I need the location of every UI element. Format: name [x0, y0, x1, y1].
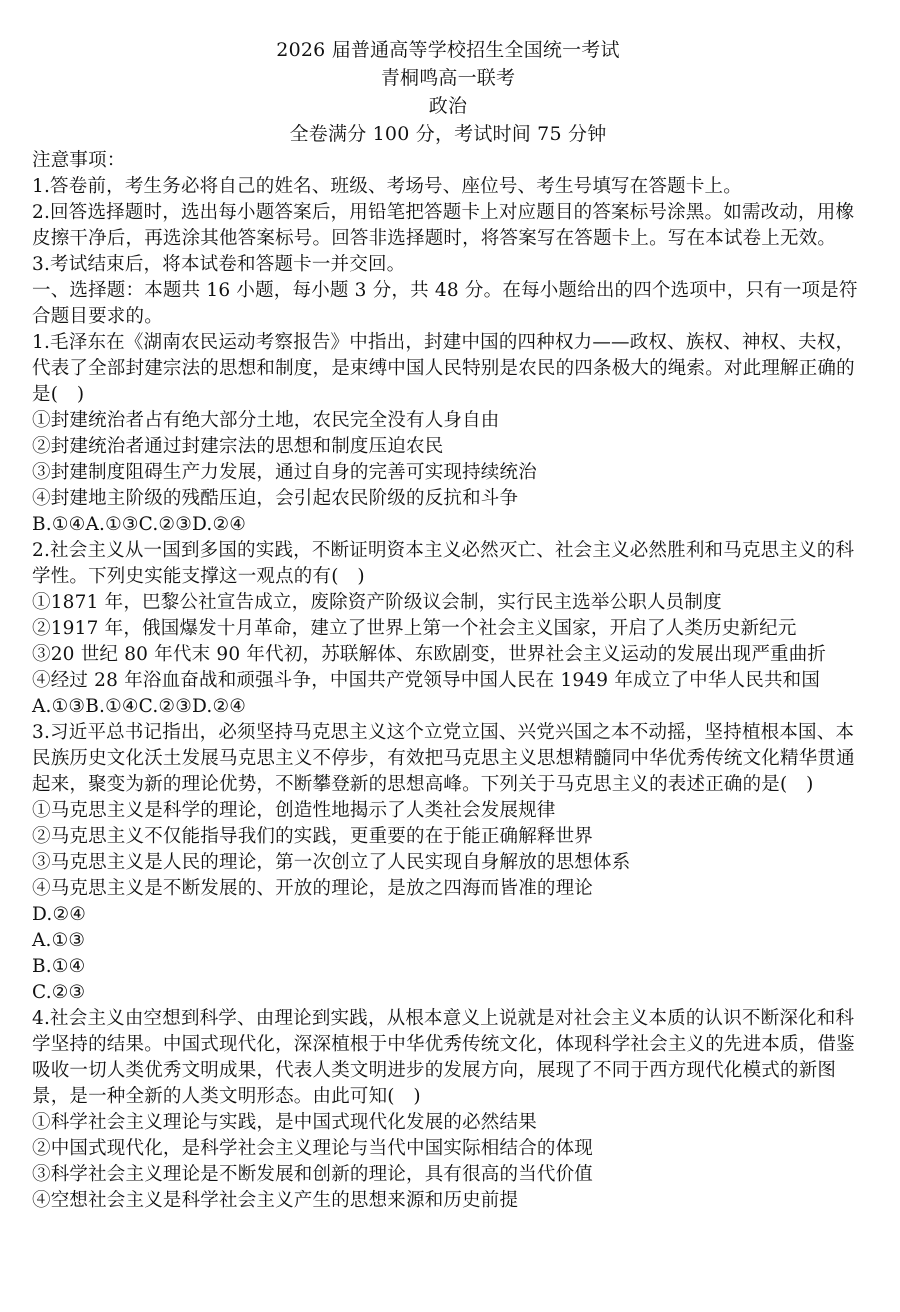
exam-subject: 政治: [428, 95, 468, 117]
answer-choice: C.②③: [32, 982, 86, 1003]
answer-choice: B.①④: [32, 956, 86, 977]
question-stem: 1.毛泽东在《湖南农民运动考察报告》中指出，封建中国的四种权力——政权、族权、神权、夫权，代表了全部封建宗法的思想和制度，是束缚中国人民特别是农民的四条极大的绳索。对此理解正确的是( ): [32, 332, 855, 405]
statement: ④封建地主阶级的残酷压迫，会引起农民阶级的反抗和斗争: [32, 488, 519, 509]
answer-choice: A.①③: [32, 930, 86, 951]
notice-item: 1.答卷前，考生务必将自己的姓名、班级、考场号、座位号、考生号填写在答题卡上。: [32, 176, 742, 197]
statement: ②封建统治者通过封建宗法的思想和制度压迫农民: [32, 436, 444, 457]
statement: ④经过 28 年浴血奋战和顽强斗争，中国共产党领导中国人民在 1949 年成立了中华人民共和国: [32, 670, 821, 691]
question-4: [32, 1006, 864, 1214]
statement: ①马克思主义是科学的理论，创造性地揭示了人类社会发展规律: [32, 800, 556, 821]
notice-item: 3.考试结束后，将本试卷和答题卡一并交回。: [32, 254, 406, 275]
statement: ②中国式现代化，是科学社会主义理论与当代中国实际相结合的体现: [32, 1138, 594, 1159]
notice-title: 注意事项：: [32, 150, 126, 171]
statement: ③马克思主义是人民的理论，第一次创立了人民实现自身解放的思想体系: [32, 852, 631, 873]
statement: ③封建制度阻碍生产力发展，通过自身的完善可实现持续统治: [32, 462, 537, 483]
question-stem: 4.社会主义由空想到科学、由理论到实践，从根本意义上说就是对社会主义本质的认识不断深化和科学坚持的结果。中国式现代化，深深植根于中华优秀传统文化，体现科学社会主义的先进本质，借鉴吸收一切人类优秀文明成果，代表人类文明进步的发展方向，展现了不同于西方现代化模式的新图景，是一种全新的人类文明形态。由此可知( ): [32, 1008, 855, 1107]
statement: ②1917 年，俄国爆发十月革命，建立了世界上第一个社会主义国家，开启了人类历史新纪元: [32, 618, 797, 639]
exam-score-time: 全卷满分 100 分，考试时间 75 分钟: [289, 123, 607, 145]
statement: ③科学社会主义理论是不断发展和创新的理论，具有很高的当代价值: [32, 1164, 594, 1185]
exam-subtitle: 青桐鸣高一联考: [380, 67, 516, 89]
question-2: [32, 538, 864, 720]
answer-choice: D.②④: [32, 904, 87, 925]
statement: ①科学社会主义理论与实践，是中国式现代化发展的必然结果: [32, 1112, 537, 1133]
statement: ①封建统治者占有绝大部分土地，农民完全没有人身自由: [32, 410, 500, 431]
exam-header: [32, 36, 864, 148]
question-stem: 2.社会主义从一国到多国的实践，不断证明资本主义必然灭亡、社会主义必然胜利和马克思主义的科学性。下列史实能支撑这一观点的有( ): [32, 540, 855, 587]
question-stem: 3.习近平总书记指出，必须坚持马克思主义这个立党立国、兴党兴国之本不动摇，坚持植根本国、本民族历史文化沃土发展马克思主义不停步，有效把马克思主义思想精髓同中华优秀传统文化精华贯通起来，聚变为新的理论优势，不断攀登新的思想高峰。下列关于马克思主义的表述正确的是( ): [32, 722, 855, 795]
exam-title: 2026 届普通高等学校招生全国统一考试: [276, 39, 620, 61]
notice-item: 2.回答选择题时，选出每小题答案后，用铅笔把答题卡上对应题目的答案标号涂黑。如需改动，用橡皮擦干净后，再选涂其他答案标号。回答非选择题时，将答案写在答题卡上。写在本试卷上无效。: [32, 202, 855, 249]
statement: ④空想社会主义是科学社会主义产生的思想来源和历史前提: [32, 1190, 519, 1211]
question-1: [32, 330, 864, 538]
statement: ①1871 年，巴黎公社宣告成立，废除资产阶级议会制，实行民主选举公职人员制度: [32, 592, 722, 613]
statement: ②马克思主义不仅能指导我们的实践，更重要的在于能正确解释世界: [32, 826, 594, 847]
answer-choices: A.①③B.①④C.②③D.②④: [32, 696, 247, 717]
statement: ④马克思主义是不断发展的、开放的理论，是放之四海而皆准的理论: [32, 878, 594, 899]
section-heading: 一、选择题：本题共 16 小题，每小题 3 分，共 48 分。在每小题给出的四个选项中，只有一项是符合题目要求的。: [32, 280, 858, 327]
notice-section: [32, 148, 864, 278]
statement: ③20 世纪 80 年代末 90 年代初，苏联解体、东欧剧变，世界社会主义运动的发展出现严重曲折: [32, 644, 827, 665]
question-3: [32, 720, 864, 1006]
answer-choices: B.①④A.①③C.②③D.②④: [32, 514, 247, 535]
